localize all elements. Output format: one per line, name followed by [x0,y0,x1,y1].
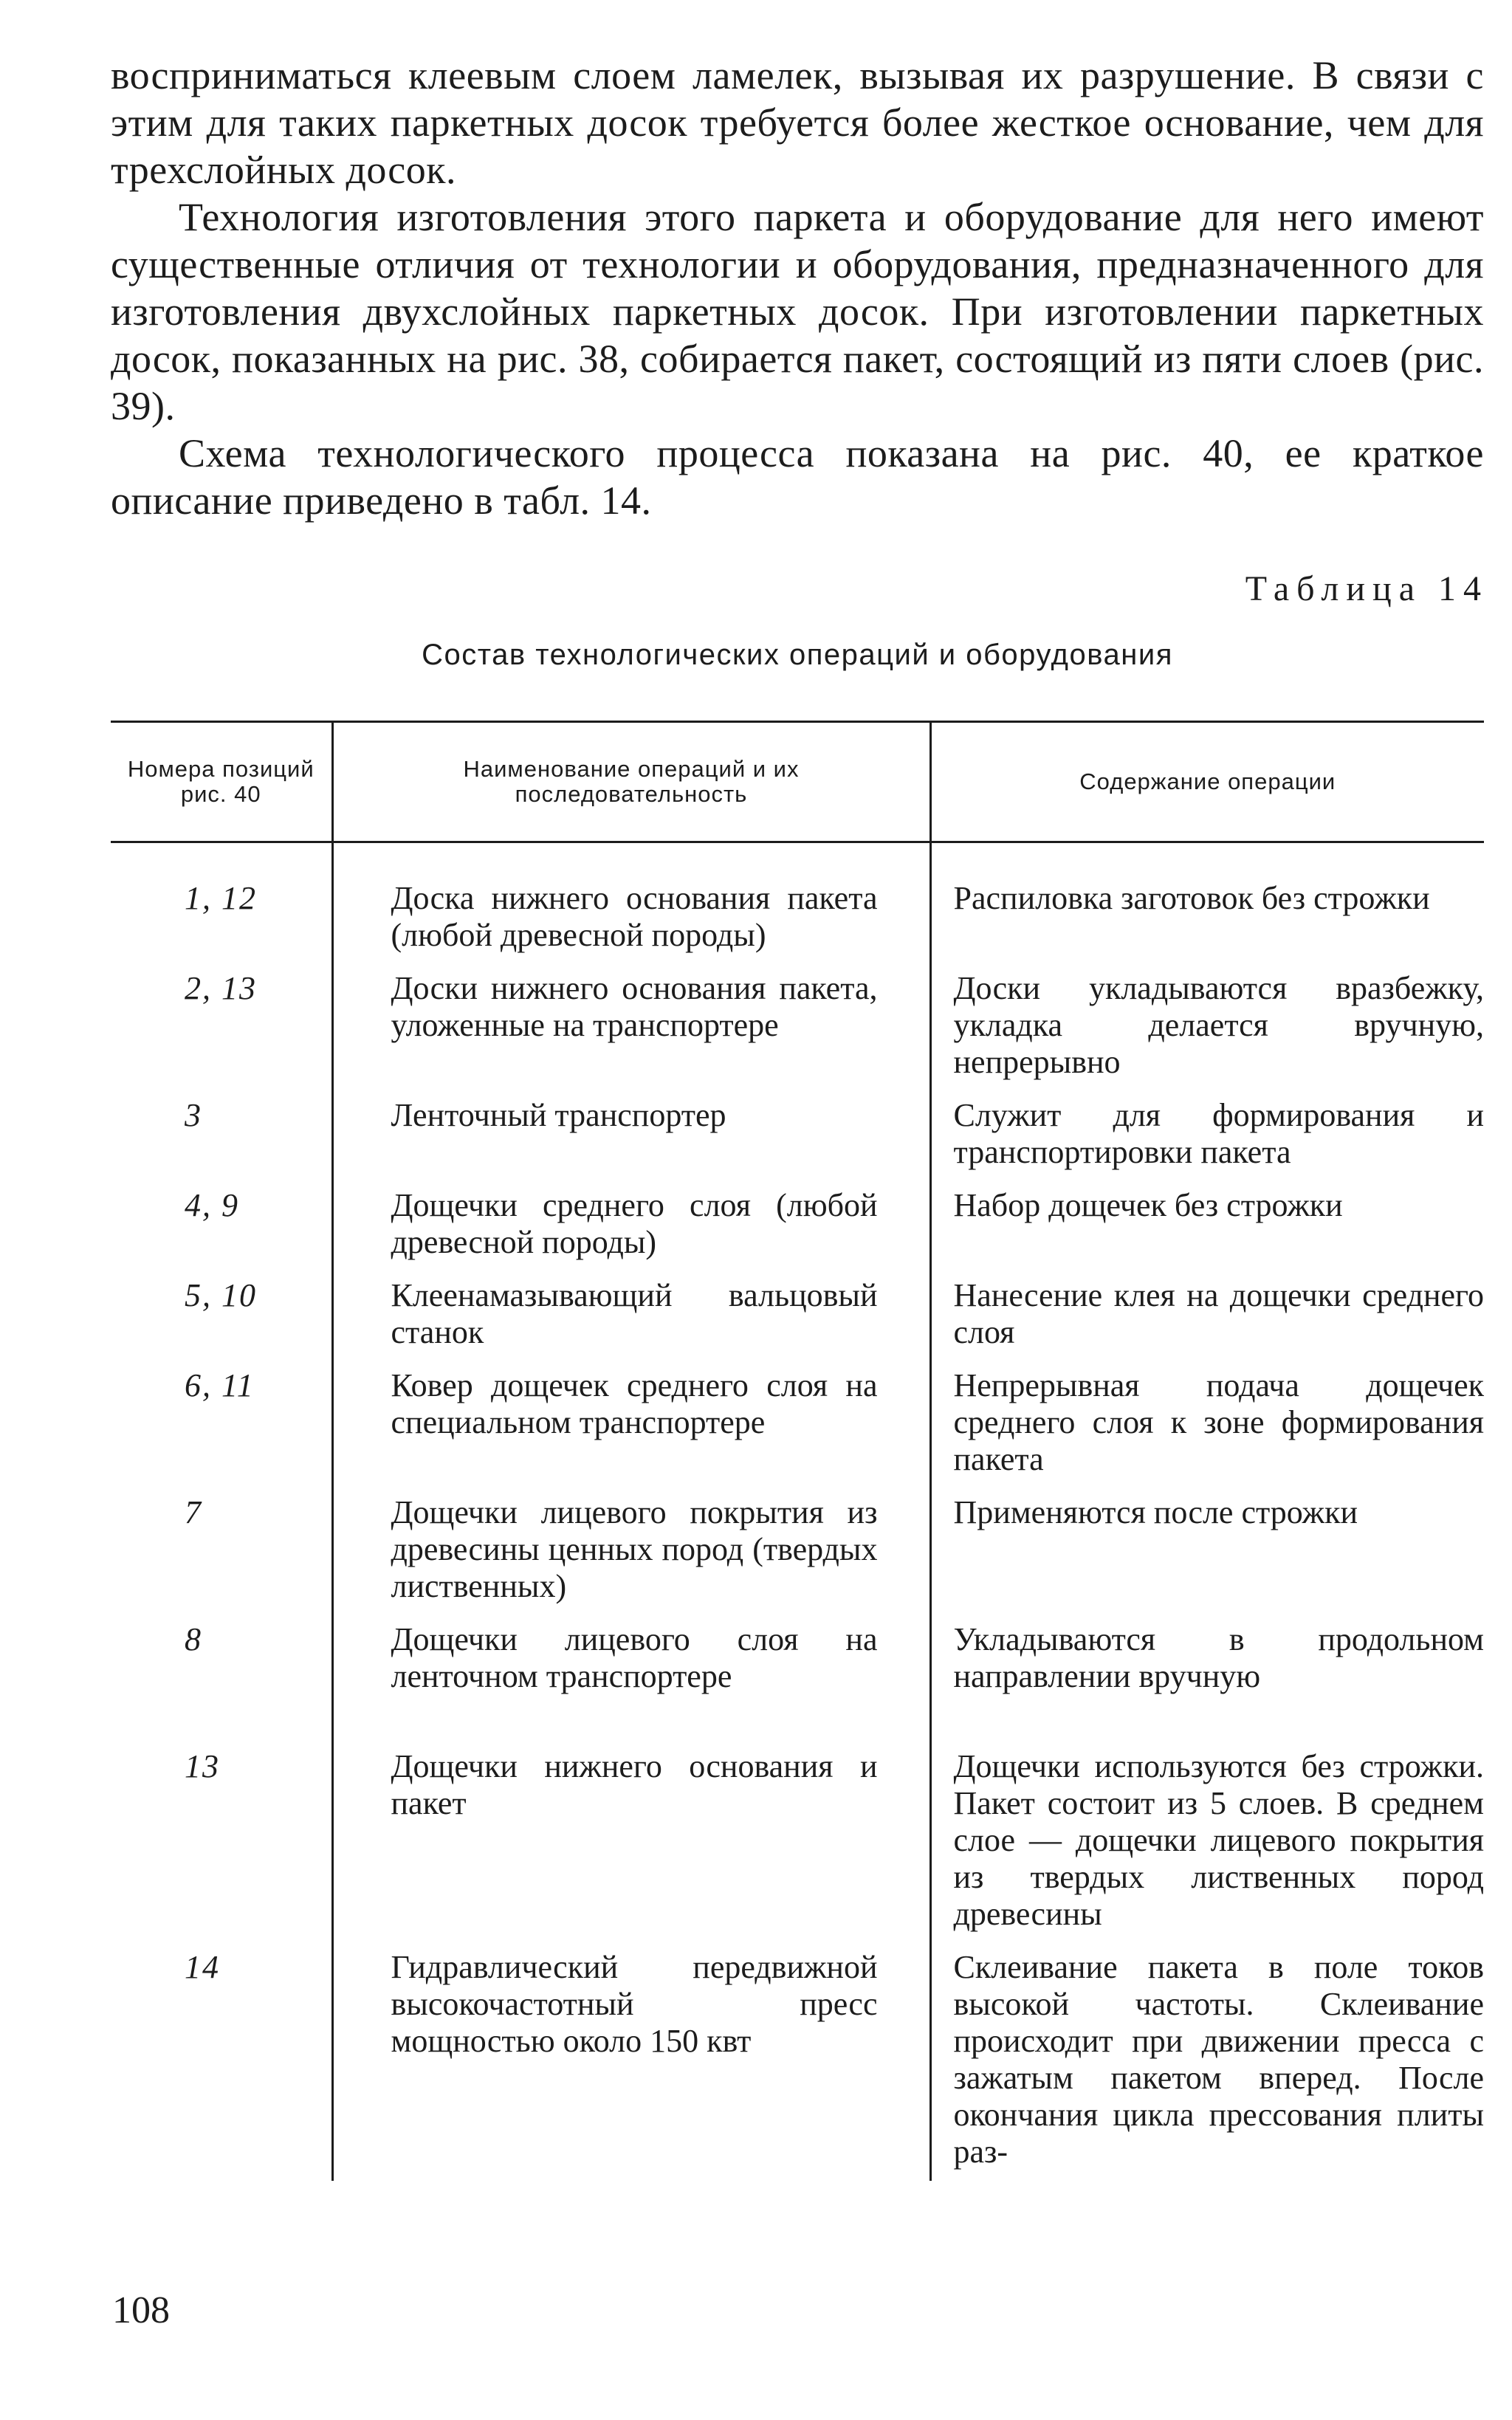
position-number: 1, 12 [185,880,257,916]
header-operation-content: Содержание операции [930,722,1484,842]
position-number: 13 [185,1748,220,1784]
table-row [111,1949,1484,2181]
operation-name: Дощечки лицевого слоя на ленточном транспортере [332,1621,930,1711]
position-number: 3 [185,1097,202,1133]
position-number: 2, 13 [185,970,257,1006]
operation-name: Клеенамазывающий вальцовый станок [332,1277,930,1367]
operation-name: Дощечки лицевого покрытия из древесины ценных пород (твердых лиственных) [332,1494,930,1621]
operation-content: Дощечки используются без строжки. Пакет состоит из 5 слоев. В среднем слое — дощечки лицевого покрытия из твердых лиственных пород древесины [930,1711,1484,1949]
page-body [111,52,1488,2181]
operation-content: Распиловка заготовок без строжки [930,842,1484,971]
operation-name: Ленточный транспортер [332,1097,930,1187]
table-header-row [111,722,1484,842]
paragraph-2: Технология изготовления этого паркета и оборудование для него имеют существенные отличия от технологии и оборудования, предназначенного для изготовления двухслойных паркетных досок. При изготовлении паркетных досок, показанных на рис. 38, собирается пакет, состоящий из пяти слоев (рис. 39). [111,195,1484,428]
operation-name: Доска нижнего основания пакета (любой древесной породы) [332,842,930,971]
operation-name: Дощечки среднего слоя (любой древесной породы) [332,1187,930,1277]
position-number: 5, 10 [185,1277,257,1313]
table-row [111,1621,1484,1711]
table-row [111,1494,1484,1621]
table-title: Состав технологических операций и оборудования [422,639,1173,671]
table-number: Таблица 14 [1245,569,1488,608]
position-number: 4, 9 [185,1187,239,1223]
header-position-numbers: Номера позиций рис. 40 [111,722,332,842]
operation-name: Дощечки нижнего основания и пакет [332,1711,930,1949]
operation-content: Набор дощечек без строжки [930,1187,1484,1277]
operation-content: Применяются после строжки [930,1494,1484,1621]
operation-content: Служит для формирования и транспортировки пакета [930,1097,1484,1187]
table-row [111,1711,1484,1949]
paragraph-3: Схема технологического процесса показана на рис. 40, ее краткое описание приведено в табл. 14. [111,431,1484,523]
table-row [111,1187,1484,1277]
header-operation-names: Наименование операций и их последовательность [332,722,930,842]
operation-name: Доски нижнего основания пакета, уложенные на транспортере [332,970,930,1097]
table-row [111,842,1484,971]
table-row [111,1097,1484,1187]
operation-content: Нанесение клея на дощечки среднего слоя [930,1277,1484,1367]
operation-content: Непрерывная подача дощечек среднего слоя к зоне формирования пакета [930,1367,1484,1494]
operation-content: Укладываются в продольном направлении вручную [930,1621,1484,1711]
operation-name: Ковер дощечек среднего слоя на специальном транспортере [332,1367,930,1494]
operations-table [111,721,1484,2181]
paragraph-1: восприниматься клеевым слоем ламелек, вызывая их разрушение. В связи с этим для таких паркетных досок требуется более жесткое основание, чем для трехслойных досок. [111,53,1484,192]
table-row [111,970,1484,1097]
position-number: 14 [185,1949,220,1985]
position-number: 7 [185,1494,202,1530]
operation-content: Склеивание пакета в поле токов высокой частоты. Склеивание происходит при движении пресса с зажатым пакетом вперед. После окончания цикла прессования плиты раз- [930,1949,1484,2181]
operation-name: Гидравлический передвижной высокочастотный пресс мощностью около 150 квт [332,1949,930,2181]
page-number: 108 [112,2289,170,2331]
table-row [111,1277,1484,1367]
position-number: 6, 11 [185,1367,255,1403]
operation-content: Доски укладываются вразбежку, укладка делается вручную, непрерывно [930,970,1484,1097]
position-number: 8 [185,1621,202,1657]
table-row [111,1367,1484,1494]
